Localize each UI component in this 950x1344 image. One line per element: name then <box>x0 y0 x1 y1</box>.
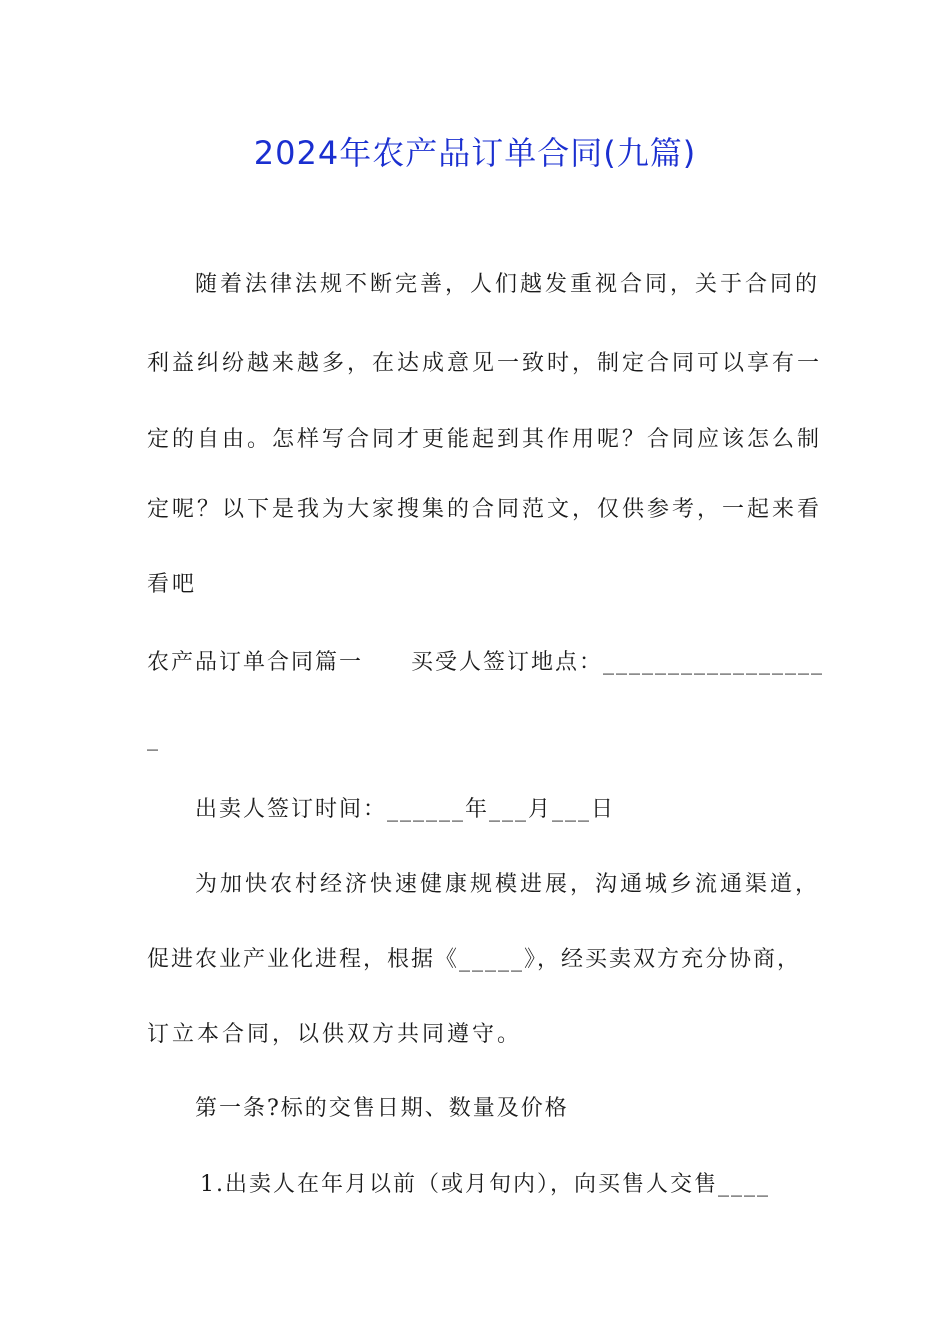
document-title: 2024年农产品订单合同(九篇) <box>253 134 697 172</box>
intro-line-5: 看吧 <box>147 572 198 597</box>
clause-one: 1.出卖人在年月以前（或月旬内），向买售人交售____ <box>200 1172 770 1197</box>
article-one-heading: 第一条?标的交售日期、数量及价格 <box>195 1096 569 1121</box>
sign-time-line: 出卖人签订时间：______年___月___日 <box>195 797 616 822</box>
intro-line-1: 随着法律法规不断完善，人们越发重视合同，关于合同的 <box>195 272 821 297</box>
intro-line-3: 定的自由。怎样写合同才更能起到其作用呢？合同应该怎么制 <box>147 427 823 452</box>
section-heading-line: 农产品订单合同篇一 买受人签订地点：_________________ <box>147 650 825 675</box>
underscore-continuation: _ <box>147 726 161 751</box>
intro-line-2: 利益纠纷越来越多，在达成意见一致时，制定合同可以享有一 <box>147 351 823 376</box>
purpose-line-3: 订立本合同，以供双方共同遵守。 <box>147 1022 523 1047</box>
purpose-line-1: 为加快农村经济快速健康规模进展，沟通城乡流通渠道， <box>195 872 821 897</box>
purpose-line-2: 促进农业产业化进程，根据《_____》，经买卖双方充分协商， <box>147 947 802 972</box>
intro-line-4: 定呢？以下是我为大家搜集的合同范文，仅供参考，一起来看 <box>147 497 823 522</box>
